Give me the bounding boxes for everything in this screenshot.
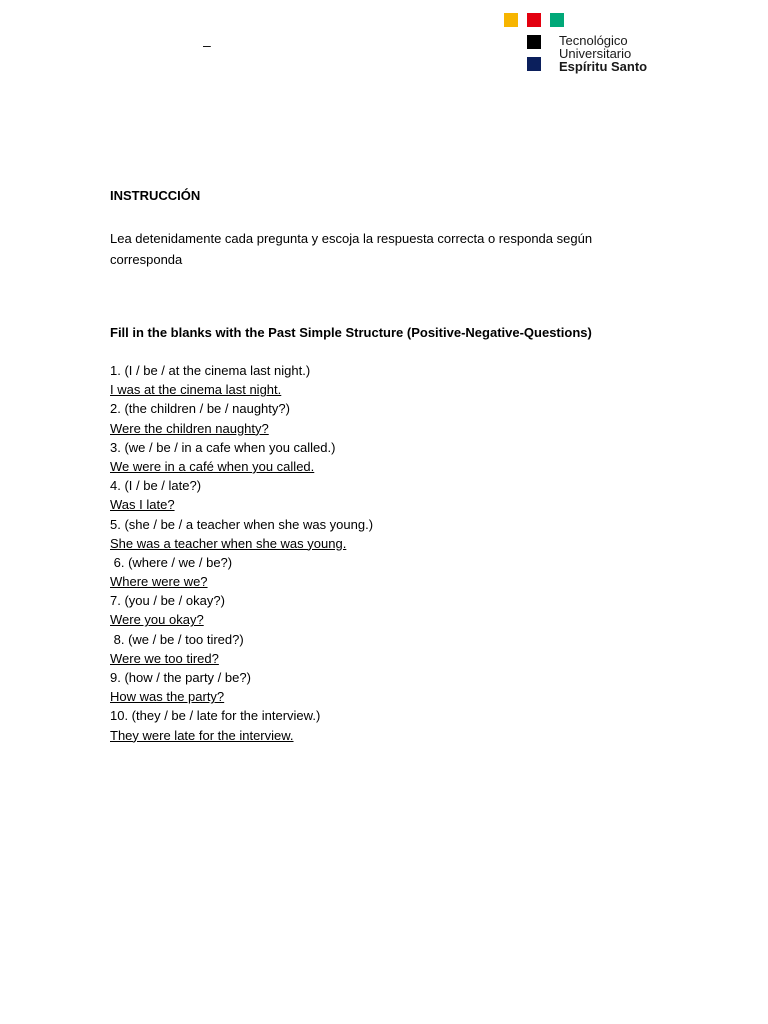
exercise-prompt: 2. (the children / be / naughty?) [110, 401, 290, 417]
exercise-answer-row [110, 457, 373, 476]
exercise-answer: Were we too tired? [110, 650, 219, 666]
logo-square-navy [527, 57, 541, 71]
exercise-prompt: 8. (we / be / too tired?) [110, 631, 244, 647]
instruction-heading: INSTRUCCIÓN [110, 188, 201, 203]
exercise-answer: I was at the cinema last night. [110, 382, 282, 398]
exercise-answer-row [110, 380, 373, 399]
exercise-answer-row [110, 649, 373, 668]
logo-line-2: Universitario [559, 46, 632, 61]
instruction-text: Lea detenidamente cada pregunta y escoja la respuesta correcta o responda según corresponda [110, 231, 593, 267]
exercise-answer: Was I late? [110, 497, 175, 513]
exercise-prompt: 9. (how / the party / be?) [110, 670, 251, 685]
exercise-prompt: 1. (I / be / at the cinema last night.) [110, 363, 311, 378]
exercise-answer: Were the children naughty? [110, 420, 269, 436]
exercise-answer: They were late for the interview. [110, 727, 294, 743]
exercise-prompt: 4. (I / be / late?) [110, 478, 202, 494]
exercise-answer-row [110, 687, 373, 706]
logo-square-black [527, 35, 541, 49]
exercise-prompt: 6. (where / we / be?) [110, 554, 233, 570]
university-logo [504, 13, 674, 75]
exercise-answer-row [110, 726, 373, 745]
logo-square-green [550, 13, 564, 27]
exercise-answer: How was the party? [110, 689, 225, 705]
exercise-answer-row [110, 572, 373, 591]
exercise-prompt: 3. (we / be / in a cafe when you called.) [110, 439, 336, 455]
exercise-answer: We were in a café when you called. [110, 458, 315, 474]
exercise-answer-row [110, 495, 373, 514]
logo-line-1: Tecnológico [559, 33, 628, 48]
exercise-answer: Where were we? [110, 574, 208, 590]
exercise-prompt: 5. (she / be / a teacher when she was young.) [110, 516, 374, 532]
exercise-answer: Were you okay? [110, 612, 204, 628]
logo-line-3: Espíritu Santo [559, 59, 648, 74]
logo-square-yellow [504, 13, 518, 27]
exercise-list [110, 361, 373, 745]
exercise-prompt: 10. (they / be / late for the interview.) [110, 708, 321, 724]
exercise-answer-row [110, 419, 373, 438]
exercise-answer-row [110, 534, 373, 553]
exercise-answer: She was a teacher when she was young. [110, 535, 347, 551]
logo-square-red [527, 13, 541, 27]
header-dash: – [203, 37, 211, 53]
exercise-prompt: 7. (you / be / okay?) [110, 593, 225, 609]
exercise-title: Fill in the blanks with the Past Simple Structure (Positive-Negative-Questions) [110, 325, 592, 340]
exercise-answer-row [110, 610, 373, 629]
